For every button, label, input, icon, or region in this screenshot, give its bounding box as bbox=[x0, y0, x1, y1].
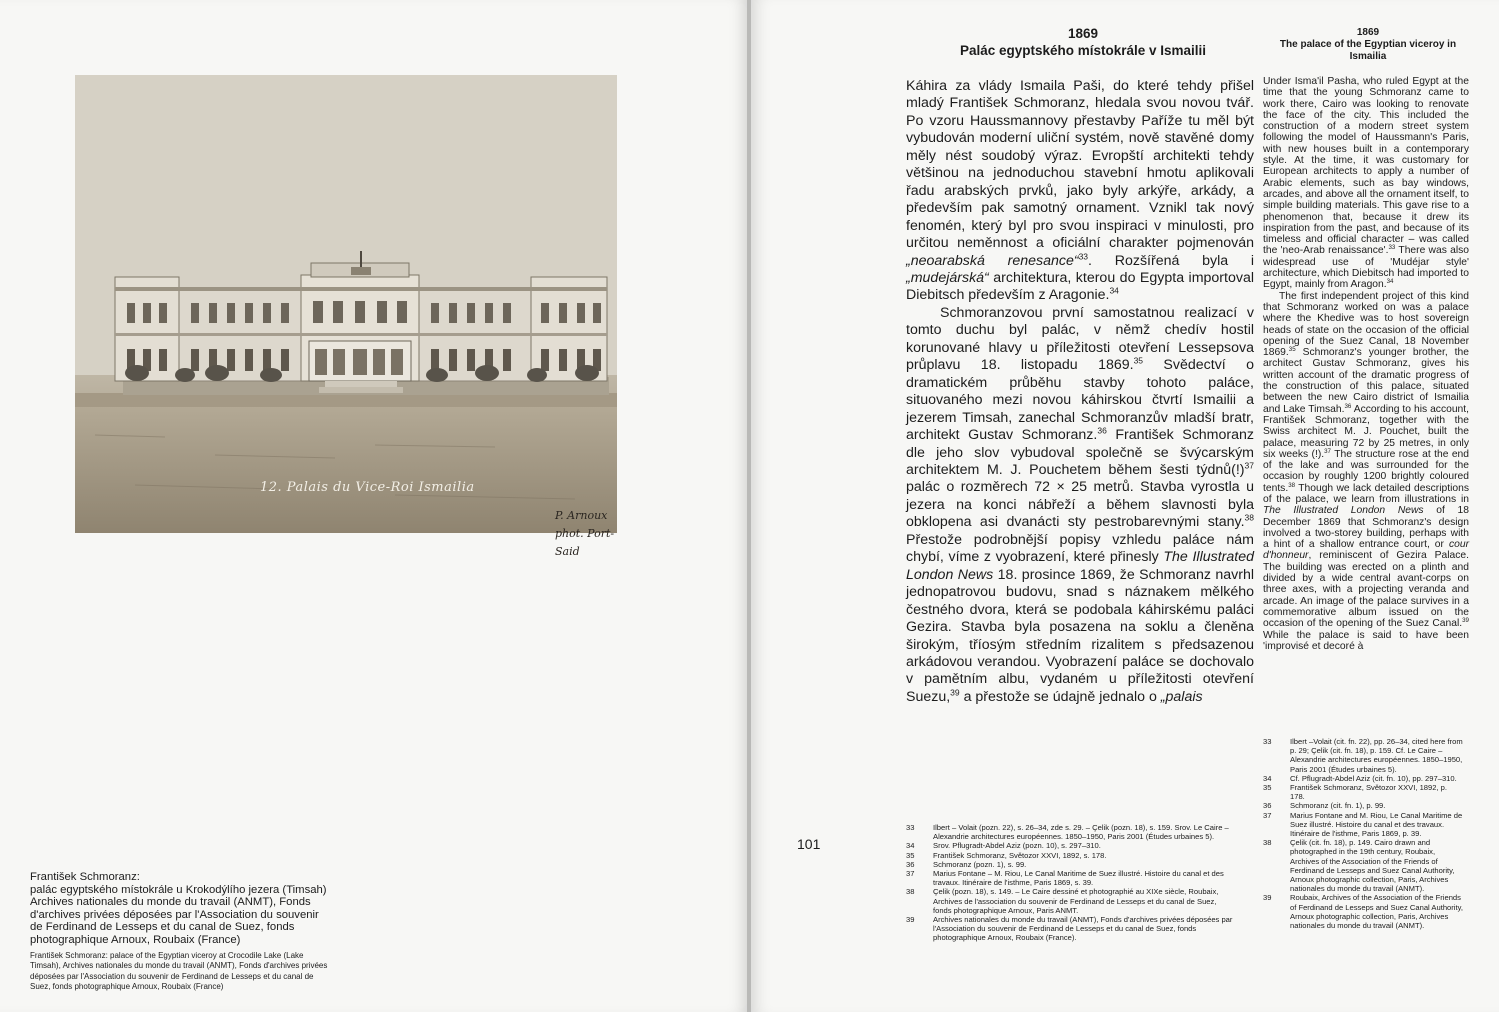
caption-line: de Ferdinand de Lesseps et du canal de Suez, fonds bbox=[30, 921, 295, 934]
footnote: 35 František Schmoranz, Světozor XXVI, 1892, p. 178. bbox=[1263, 783, 1448, 802]
caption-line: d'archives privées déposées par l'Association du souvenir bbox=[30, 908, 319, 921]
footnote: 35 František Schmoranz, Světozor XXVI, 1892, s. 178. bbox=[906, 850, 1107, 860]
english-paragraph-1: Under Isma'il Pasha, who ruled Egypt at the time that the young Schmoranz came to work there, Cairo was looking to renovate the face of the city. This included the construction of a modern street system following the model of Haussmann's Paris, with new houses built in a contemporary style. At the time, it was customary for European architects to apply a number of Arabic elements, such as bay windows, arcades, and above all the ornament itself, to simple building materials. This gave rise to a phenomenon that, because it drew its inspiration from the past, and because of its timeless and official character – was called the 'neo-Arab renaissance'.$^{33}$ There was also widespread use of 'Mudéjar style' architecture, which Diebitsch had imported to Egypt, mainly from Aragon.$^{34}$ bbox=[1263, 76, 1469, 291]
caption-line: palác egyptského místokrále u Krokodýlího jezera (Timsah) bbox=[30, 883, 327, 896]
czech-body-text bbox=[906, 78, 1254, 706]
czech-year: 1869 bbox=[1067, 26, 1099, 41]
caption-line: photographique Arnoux, Roubaix (France) bbox=[30, 933, 241, 946]
footnote: 33 Ilbert –Volait (cit. fn. 22), pp. 26–34, cited here from p. 29; Çelik (cit. fn. 18), p. 159. Cf. Le Caire – Alexandrie architectures européennes. 1850–1950, Paris 2001 (Études urbaines 5). bbox=[1263, 737, 1463, 774]
palace-photograph bbox=[75, 75, 617, 558]
footnote: 38 Çelik (cit. fn. 18), p. 149. Cairo drawn and photographed in the 19th century, Roubaix, Archives of the Association of the Friends of Ferdinand de Lesseps and Suez Canal Authority, Arnoux photographic collection, Paris, Archives nationales du monde du travail (ANMT). bbox=[1263, 838, 1455, 894]
footnote: 36 Schmoranz (pozn. 1), s. 99. bbox=[906, 859, 1027, 869]
english-year: 1869 bbox=[1356, 27, 1380, 38]
caption-title: František Schmoranz: bbox=[30, 871, 140, 883]
czech-heading bbox=[905, 25, 1261, 59]
photo-handwritten-caption: 12. Palais du Vice-Roi Ismailia bbox=[260, 480, 475, 495]
czech-title: Palác egyptského místokrále v Ismailii bbox=[959, 43, 1207, 58]
english-footnotes bbox=[1263, 737, 1463, 930]
photo-caption-english: František Schmoranz: palace of the Egyptian viceroy at Crocodile Lake (Lake Timsah), Archives nationales du monde du travail (ANMT), Fonds d'archives privées déposées par l'Association du souvenir de Ferdinand de Lesseps et du canal de Suez, fonds photographique Arnoux, Roubaix (France) bbox=[30, 951, 328, 992]
footnote: 39 Roubaix, Archives of the Association of the Friends of Ferdinand de Lesseps and Suez Canal Authority, Arnoux photographic collection, Paris, Archives nationales du monde du travail (ANMT). bbox=[1263, 893, 1463, 931]
english-body-text bbox=[1263, 76, 1469, 652]
footnote: 38 Çelik (pozn. 18), s. 149. – Le Caire dessiné et photographié au XIXe siècle, Roubaix, Archives de l'association du souvenir de Ferdinand de Lesseps et du canal de Suez, fonds photographique Arnoux, Paris ANMT. bbox=[906, 887, 1219, 915]
page-number: 101 bbox=[797, 836, 821, 852]
czech-paragraph-1: Káhira za vlády Ismaila Paši, do které tehdy přišel mladý František Schmoranz, hledala svou novou tvář. Po vzoru Haussmannovy přestavby Paříže tu měl být vybudován moderní uliční systém, nově stavěné domy měly nést soudobý výraz. Evropští architekti tehdy většinou na jednoduchou stavební hmotu aplikovali řadu arabských prvků, jako byly arkýře, arkády, a především pak samotný ornament. Vznikl tak nový fenomén, který byl pro svou inspiraci v minulosti, pro určitou neměnnost a oficiální charakter pojmenován „neoarabská renesance“$^{33}$. Rozšířená byla i „mudejárská“ architektura, kterou do Egypta importoval Diebitsch především z Aragonie.$^{34}$ bbox=[906, 78, 1254, 304]
english-title: The palace of the Egyptian viceroy in Ismailia bbox=[1279, 39, 1457, 62]
palace-illustration bbox=[75, 75, 617, 533]
english-paragraph-2: The first independent project of this kind that Schmoranz worked on was a palace where the Khedive was to host sovereign heads of state on the occasion of the official opening of the Suez Canal, 18 November 1869.35 Schmoranz's younger brother, the architect Gustav Schmoranz, gives his written account of the dramatic progress of the construction of this palace, situated between the new Cairo district of Ismailia and Lake Timsah.$^{36}$ According to his account, František Schmoranz, together with the Swiss architect M. J. Pouchet, built the palace, measuring 72 by 25 metres, in only six weeks (!).$^{37}$ The structure rose at the end of the lake and was surrounded for the occasion by roughly 1200 brightly coloured tents.$^{38}$ Though we lack detailed descriptions of the palace, we learn from illustrations in The Illustrated London News of 18 December 1869 that Schmoranz's design involved a two-storey building, perhaps with a hint of a shallow entrance court, or cour d'honneur, reminiscent of Gezira Palace. The building was erected on a plinth and divided by a wide central avant-corps on three axes, with a projecting veranda and arcade. An image of the palace survives in a commemorative album issued on the occasion of the opening of the Suez Canal.$^{39}$ While the palace is said to have been 'improvisé et decoré à bbox=[1263, 290, 1470, 652]
photo-caption bbox=[30, 871, 360, 947]
czech-paragraph-2: Schmoranzovou první samostatnou realizací v tomto duchu byl palác, v němž chedív hostil korunované hlavy u příležitosti otevření Lessepsova průplavu 18. listopadu 1869.35 Svědectví o dramatickém průběhu stavby tohoto paláce, situovaného mezi novou káhirskou čtvrtí Ismailii a jezerem Timsah, zanechal Schmoranzův mladší bratr, architekt Gustav Schmoranz.$^{36}$ František Schmoranz dle jeho slov vybudoval společně se švýcarským architektem M. J. Pouchetem během šesti týdnů(!)$^{37}$ palác o rozměrech 72 × 25 metrů. Stavba vyrostla u jezera na konci nábřeží a během slavnosti byla obklopena asi dvanácti sty pestrobarevnými stany.$^{38}$ Přestože podrobnější popisy vzhledu paláce nám chybí, víme z vyobrazení, které přinesly The Illustrated London News 18. prosince 1869, že Schmoranz navrhl jednopatrovou budovu, snad s náznakem mělkého čestného dvora, která se podobala káhirskému paláci Gezira. Stavba byla posazena na soklu a členěna širokým, tříosým středním rizalitem s předsazenou arkádovou verandou. Vyobrazení paláce se dochovalo v pamětním albu, vydaném u příležitosti otevření Suezu,$^{39}$ a přestože se údajně jednalo o „palais bbox=[906, 304, 1254, 705]
footnote: 34 Cf. Pflugradt-Abdel Aziz (cit. fn. 10), pp. 297–310. bbox=[1263, 773, 1457, 783]
footnote: 36 Schmoranz (cit. fn. 1), p. 99. bbox=[1263, 801, 1386, 811]
caption-line: Archives nationales du monde du travail (ANMT), Fonds bbox=[30, 896, 311, 909]
footnote: 33 Ilbert – Volait (pozn. 22), s. 26–34, zde s. 29. – Çelik (pozn. 18), s. 159. Srov. Le Caire – Alexandrie architectures européennes. 1850–1950, Paris 2001 (Études urbaines 5). bbox=[906, 823, 1229, 842]
english-heading bbox=[1262, 27, 1474, 63]
footnote: 37 Marius Fontane – M. Riou, Le Canal Maritime de Suez illustré. Histoire du canal et des travaux. Itinéraire de l'isthme, Paris 1869, s. 39. bbox=[906, 869, 1224, 888]
left-page bbox=[0, 0, 749, 1012]
czech-footnotes bbox=[906, 823, 1236, 943]
footnote: 37 Marius Fontane and M. Riou, Le Canal Maritime de Suez illustré. Histoire du canal et des travaux. Itinéraire de l'isthme, Paris 1869, p. 39. bbox=[1263, 810, 1463, 839]
photo-handwritten-signature: P. Arnoux phot. Port-Said bbox=[555, 509, 615, 558]
footnote: 34 Srov. Pflugradt-Abdel Aziz (pozn. 10), s. 297–310. bbox=[906, 841, 1101, 851]
footnote: 39 Archives nationales du monde du travail (ANMT), Fonds d'archives privées déposées par l'Association du souvenir de Ferdinand de Lesseps et du canal de Suez, fonds photographique Arnoux, Roubaix (France). bbox=[906, 915, 1233, 943]
